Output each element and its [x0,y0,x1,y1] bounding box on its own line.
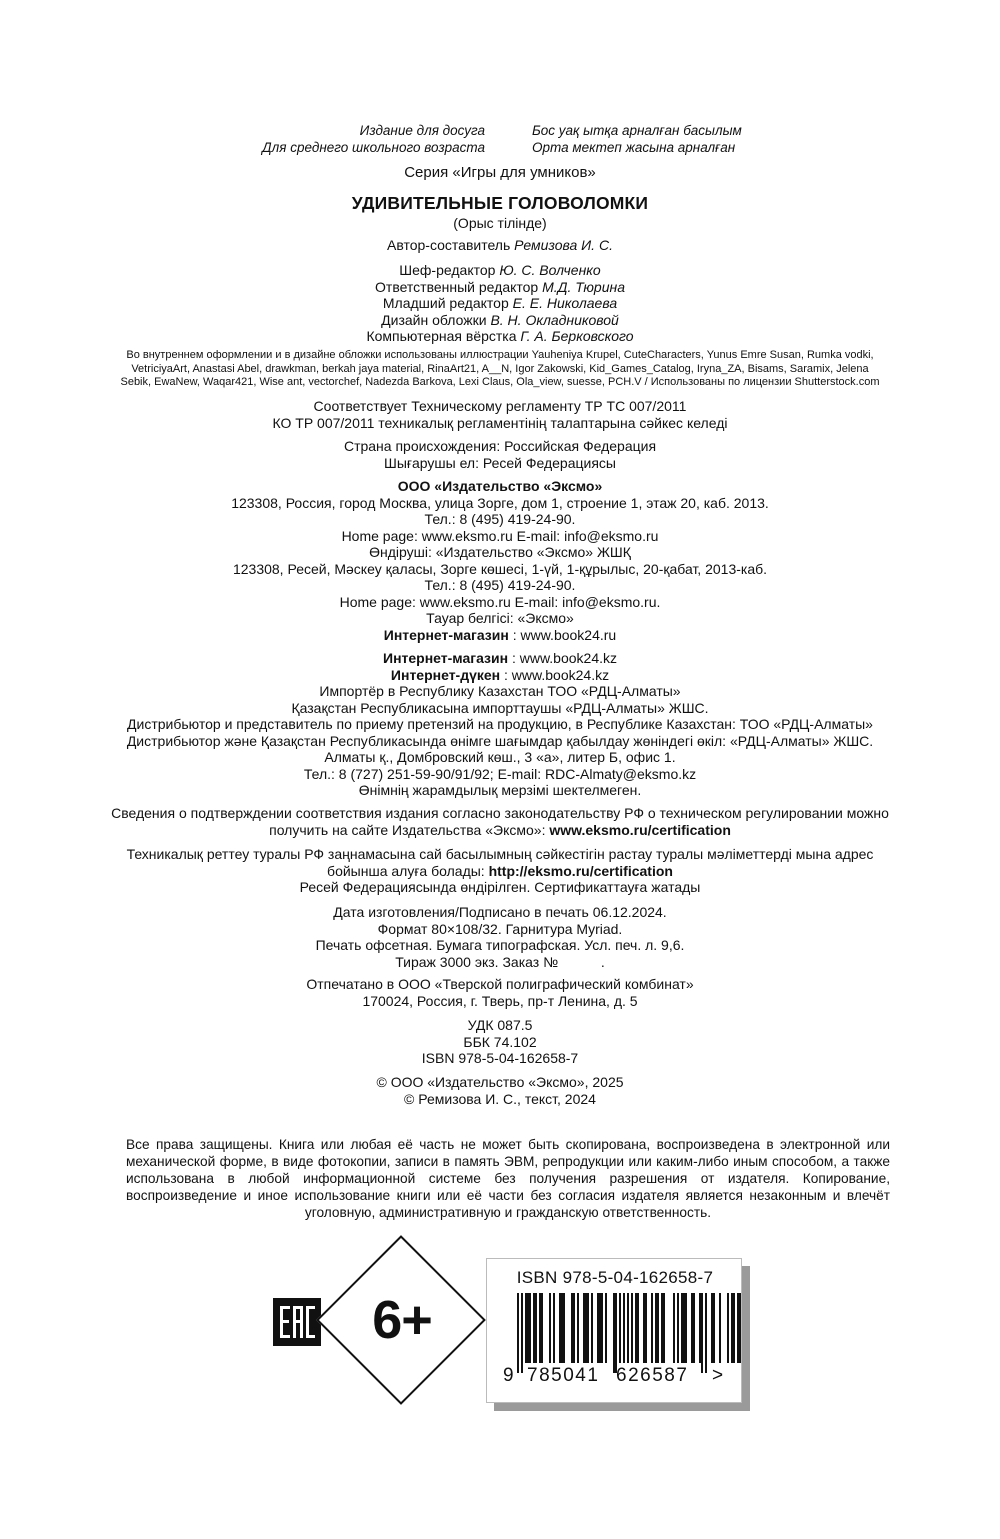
printer [0,976,1000,1009]
copyright-line: © Ремизова И. С., текст, 2024 [404,1090,596,1107]
origin-line: Шығарушы ел: Ресей Федерациясы [383,454,616,471]
kz-line: Дистрибьютор и представитель по приему претензий на продукцию, в Республике Казахстан: ТОО «РДЦ-Алматы» [127,716,873,732]
code-line: ББК 74.102 [463,1033,537,1050]
credits-line: Sebik, EwaNew, Waqar421, Wise ant, vectorchef, Nadezda Barkova, Lexi Claus, Ola_view, suesse, PCH.V / Использованы по лицензии Shutterstock.com [120,376,880,389]
cert-ru-link[interactable]: www.eksmo.ru/certification [549,821,731,838]
barcode-bar [535,1293,537,1363]
barcode-bar [563,1293,565,1363]
barcode-bar [597,1293,599,1363]
barcode-bar [655,1293,657,1363]
barcode-bar [661,1293,663,1363]
cert-kz-line: бойынша алуға болады: http://eksmo.ru/certification [327,862,673,879]
kz-block [0,650,1000,799]
barcode-bar [577,1293,579,1363]
barcode-bar [737,1293,739,1363]
header-right [532,123,792,156]
barcode-bar [541,1293,543,1363]
rights-notice: Все права защищены. Книга или любая её часть не может быть скопирована, воспроизведена в электронной или механической форме, в виде фотокопии, записи в память ЭВМ, репродукции или каким-либо иным способом, а также использована в любой информационной системе без получения разрешения от издателя. Копирование, воспроизведение и иное использование книги или её части без согласия издателя является незаконным и влечёт уголовную, административную и гражданскую ответственность. [126,1137,890,1220]
barcode-bar [731,1293,733,1363]
author-label: Автор-составитель [387,237,515,253]
barcode-bar [719,1293,721,1363]
publisher-line: Home page: www.eksmo.ru E-mail: info@eksmo.ru. [339,593,661,610]
barcode-bar [559,1293,561,1363]
staff-line: Ответственный редактор М.Д. Тюрина [375,278,625,295]
staff-line: Младший редактор Е. Е. Николаева [382,295,618,311]
barcode-bar [615,1293,617,1373]
barcode-bar [663,1293,665,1363]
barcode-bar [693,1293,695,1363]
publisher-line: 123308, Ресей, Мәскеу қаласы, Зорге көшесі, 1-үй, 1-құрылыс, 20-қабат, 2013-каб. [232,560,768,577]
staff-list [0,262,1000,345]
barcode-bar [585,1293,587,1363]
barcode-bar [599,1293,601,1363]
header-right-line: Орта мектеп жасына арналған [532,139,736,155]
barcode-bar [657,1293,659,1363]
barcode-bar [587,1293,589,1363]
kz-line: Қазақстан Республикасына импорттаушы «РДЦ-Алматы» ЖШС. [291,699,709,716]
certification-kz [0,846,1000,896]
origin [0,438,1000,471]
kz-line: Дистрибьютор және Қазақстан Республикасында өнімге шағымдар қабылдау жөніндегі өкіл: «РДЦ-Алматы» ЖШС. [126,732,874,749]
barcode-bar [583,1293,585,1363]
barcode-bar [673,1293,675,1363]
header-left [240,123,485,156]
staff-line: Дизайн обложки В. Н. Окладниковой [381,311,619,328]
barcode-bar [645,1293,647,1363]
cert-kz-line: Ресей Федерациясында өндірілген. Сертификаттауға жатады [299,879,701,895]
copyright [0,1074,1000,1107]
eac-mark-icon [273,1298,321,1346]
barcode-bar [727,1293,729,1363]
author-name: Ремизова И. С. [514,237,613,253]
print-info-line: Печать офсетная. Бумага типографская. Усл. печ. л. 9,6. [315,937,685,953]
staff-line: Компьютерная вёрстка Г. А. Берковского [366,328,634,344]
header-left-line: Для среднего школьного возраста [262,139,485,155]
publisher-line: Тел.: 8 (495) 419-24-90. [424,577,576,593]
regulation [0,398,1000,431]
barcode-isbn: ISBN 978-5-04-162658-7 [516,1268,714,1287]
barcode-bar [699,1293,701,1363]
barcode-bar [643,1293,645,1363]
kz-line: Импортёр в Республику Казахстан ТОО «РДЦ-Алматы» [319,683,681,699]
publisher-name: ООО «Издательство «Эксмо» [397,478,603,494]
book-title: УДИВИТЕЛЬНЫЕ ГОЛОВОЛОМКИ [351,193,649,213]
print-info-line: Формат 80×108/32. Гарнитура Myriad. [377,920,623,937]
barcode-bar [677,1293,679,1363]
barcode-bar [685,1293,687,1363]
publisher-block [0,478,1000,643]
shop-kz-line: Интернет-магазин : www.book24.kz [383,650,617,666]
barcode-bar [529,1293,531,1363]
certification-ru [0,805,1000,838]
barcode-bar [701,1293,703,1373]
header-right-line: Бос уақ ытқа арналған басылым [532,123,742,138]
origin-line: Страна происхождения: Российская Федерация [343,438,657,454]
kz-line: Тел.: 8 (727) 251-59-90/91/92; E-mail: RDC-Almaty@eksmo.kz [303,765,697,782]
barcode-bar [651,1293,653,1363]
barcode-bar [527,1293,529,1363]
credits-line: Во внутреннем оформлении и в дизайне обложки использованы иллюстрации Yauheniya Krupel, CuteCharacters, Yunus Emre Susan, Rumka vodki, [126,349,874,361]
publisher-line: Өндіруші: «Издательство «Эксмо» ЖШҚ [369,544,631,560]
barcode-arrow: > [712,1365,725,1386]
barcode-digits-left: 785041 [527,1365,600,1386]
regulation-line: Соответствует Техническому регламенту ТР ТС 007/2011 [313,398,687,414]
series: Серия «Игры для умников» [404,164,596,181]
barcode-bar [627,1293,629,1363]
cert-ru-line: Сведения о подтверждении соответствия издания согласно законодательству РФ о техническом регулировании можно [111,805,889,821]
barcode-bar [631,1293,633,1363]
barcode-bar [605,1293,607,1363]
barcode-digits-right: 626587 [616,1365,689,1386]
barcode-bar [533,1293,535,1363]
publisher-line: 123308, Россия, город Москва, улица Зорге, дом 1, строение 1, этаж 20, каб. 2013. [231,494,769,511]
barcode-digit-first: 9 [503,1365,516,1386]
code-line: ISBN 978-5-04-162658-7 [421,1050,579,1066]
cert-kz-link[interactable]: http://eksmo.ru/certification [488,862,673,879]
barcode-bar [739,1293,741,1363]
classification-codes [0,1017,1000,1067]
illustration-credits [0,349,1000,390]
language-note: (Орыс тілінде) [453,215,547,231]
credits-line: VetriciyaArt, Anastasi Abel, drawkman, berkah jaya material, RinaArt21, A__N, Igor Zakowski, Kid_Games_Catalog, Iryna_ZA, Bisams, Saramix, Jelena [131,362,869,375]
barcode-bar [553,1293,555,1363]
barcode-bar [691,1293,693,1363]
barcode-bar [705,1293,707,1373]
printer-line: 170024, Россия, г. Тверь, пр-т Ленина, д. 5 [362,992,638,1009]
barcode-bar [619,1293,621,1363]
regulation-line: КО ТР 007/2011 техникалық регламентінің талаптарына сәйкес келеді [272,414,728,431]
barcode-bar [681,1293,683,1363]
code-line: УДК 087.5 [467,1017,533,1033]
publisher-line: Тел.: 8 (495) 419-24-90. [424,511,576,527]
kz-line: Өнімнің жарамдылық мерзімі шектелмеген. [358,782,642,798]
barcode-bar [733,1293,735,1363]
barcode-bar [683,1293,685,1363]
barcode-bar [571,1293,573,1363]
print-info-line: Дата изготовления/Подписано в печать 06.12.2024. [333,904,667,920]
barcode-bar [573,1293,575,1363]
shop-kz2-line: Интернет-дүкен : www.book24.kz [390,666,610,683]
staff-line: Шеф-редактор Ю. С. Волченко [399,262,601,278]
barcode-bar [539,1293,541,1363]
barcode-bar [521,1293,523,1373]
barcode-bar [635,1293,637,1363]
author-line [0,237,1000,254]
barcode [487,1259,743,1404]
barcode-bar [713,1293,715,1363]
barcode-bar [613,1293,615,1373]
barcode-bar [711,1293,713,1363]
barcode-bar [561,1293,563,1363]
barcode-label [486,1258,742,1403]
barcode-bar [517,1293,519,1373]
publisher-line: Home page: www.eksmo.ru E-mail: info@eksmo.ru [341,527,659,544]
barcode-bar [601,1293,603,1363]
age-rating: 6+ [372,1290,432,1350]
barcode-bar [623,1293,625,1363]
copyright-line: © ООО «Издательство «Эксмо», 2025 [376,1074,624,1090]
publisher-line: Тауар белгісі: «Эксмо» [426,610,574,626]
cert-ru-line: получить на сайте Издательства «Эксмо»: www.eksmo.ru/certification [269,821,731,838]
print-info-line: Тираж 3000 экз. Заказ № . [395,953,605,970]
barcode-bar [549,1293,551,1363]
kz-line: Алматы қ., Домбровский көш., 3 «а», литер Б, офис 1. [324,749,676,765]
barcode-bar [591,1293,593,1363]
barcode-bar [637,1293,639,1363]
header-left-line: Издание для досуга [359,123,485,138]
cert-kz-line: Техникалық реттеу туралы РФ заңнамасына сай басылымның сәйкестігін растау туралы мәліметтерді мына адрес [126,846,874,862]
print-info [0,904,1000,970]
printer-line: Отпечатано в ООО «Тверской полиграфический комбинат» [306,976,694,992]
shop-ru-line: Интернет-магазин : www.book24.ru [383,626,617,643]
barcode-bar [525,1293,527,1363]
